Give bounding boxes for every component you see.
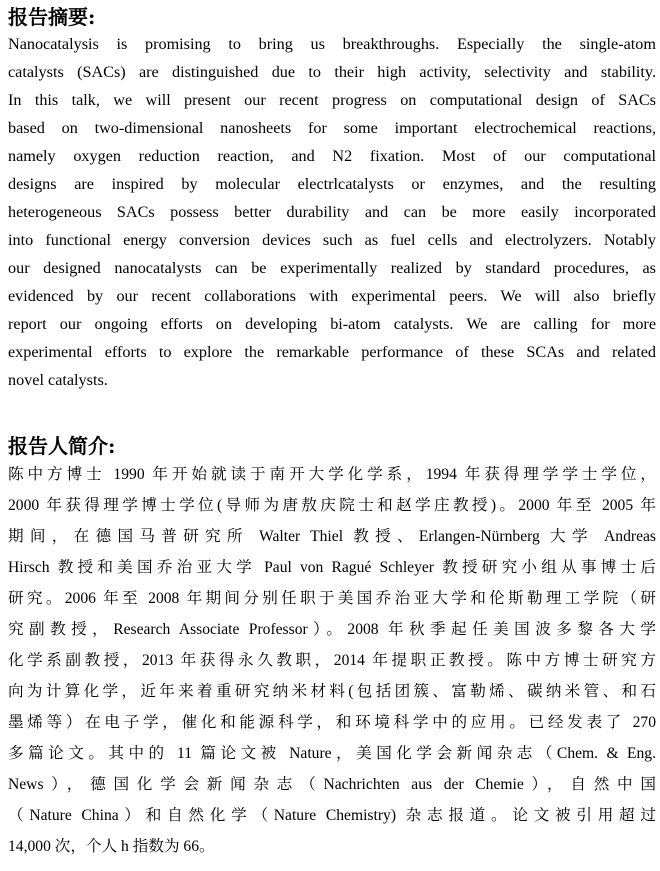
bio-heading: 报告人简介: <box>8 434 116 458</box>
bio-line: Hirsch 教授和美国乔治亚大学 Paul von Ragué Schleyer 教授研究小组从事博士后 <box>8 559 656 576</box>
bio-line: （Nature China）和自然化学（Nature Chemistry) 杂志报道。论文被引用超过 <box>8 807 656 824</box>
abstract-line: namely oxygen reduction reaction, and N2 fixation. Most of our computational <box>8 147 656 165</box>
abstract-line: Nanocatalysis is promising to bring us breakthroughs. Especially the single-atom <box>8 35 656 53</box>
abstract-paragraph <box>8 30 656 394</box>
bio-line: 期间，在德国马普研究所 Walter Thiel 教授、Erlangen-Nürnberg 大学 Andreas <box>8 528 656 545</box>
bio-line: 研究。2006 年至 2008 年期间分别任职于美国乔治亚大学和伦斯勒理工学院（研 <box>8 590 656 607</box>
abstract-line: into functional energy conversion devices such as fuel cells and electrolyzers. Notably <box>8 231 656 249</box>
abstract-line: based on two-dimensional nanosheets for some important electrochemical reactions, <box>8 119 656 137</box>
bio-line: 14,000 次，个人 h 指数为 66。 <box>8 838 215 855</box>
abstract-line: In this talk, we will present our recent progress on computational design of SACs <box>8 91 656 109</box>
bio-line: 多篇论文。其中的 11 篇论文被 Nature，美国化学会新闻杂志（Chem. & Eng. <box>8 745 656 762</box>
bio-line: 向为计算化学，近年来着重研究纳米材料(包括团簇、富勒烯、碳纳米管、和石 <box>8 683 656 700</box>
bio-line: 陈中方博士 1990 年开始就读于南开大学化学系，1994 年获得理学学士学位， <box>8 466 656 483</box>
abstract-line: evidenced by our recent collaborations with experimental peers. We will also briefly <box>8 287 656 305</box>
bio-paragraph <box>8 459 656 862</box>
abstract-line: catalysts (SACs) are distinguished due to their high activity, selectivity and stability. <box>8 63 656 81</box>
abstract-line: report our ongoing efforts on developing bi-atom catalysts. We are calling for more <box>8 315 656 333</box>
abstract-line: novel catalysts. <box>8 371 108 389</box>
abstract-heading: 报告摘要: <box>8 5 96 29</box>
abstract-line: experimental efforts to explore the remarkable performance of these SCAs and related <box>8 343 656 361</box>
abstract-line: designs are inspired by molecular electrlcatalysts or enzymes, and the resulting <box>8 175 656 193</box>
bio-line: 化学系副教授，2013 年获得永久教职，2014 年提职正教授。陈中方博士研究方 <box>8 652 656 669</box>
bio-line: 墨烯等）在电子学，催化和能源科学，和环境科学中的应用。已经发表了 270 <box>8 714 656 731</box>
bio-line: News），德国化学会新闻杂志（Nachrichten aus der Chemie），自然中国 <box>8 776 656 793</box>
bio-line: 究副教授，Research Associate Professor）。2008 年秋季起任美国波多黎各大学 <box>8 621 656 638</box>
abstract-line: heterogeneous SACs possess better durability and can be more easily incorporated <box>8 203 656 221</box>
abstract-line: our designed nanocatalysts can be experimentally realized by standard procedures, as <box>8 259 656 277</box>
bio-line: 2000 年获得理学博士学位(导师为唐敖庆院士和赵学庄教授)。2000 年至 2005 年 <box>8 497 656 514</box>
